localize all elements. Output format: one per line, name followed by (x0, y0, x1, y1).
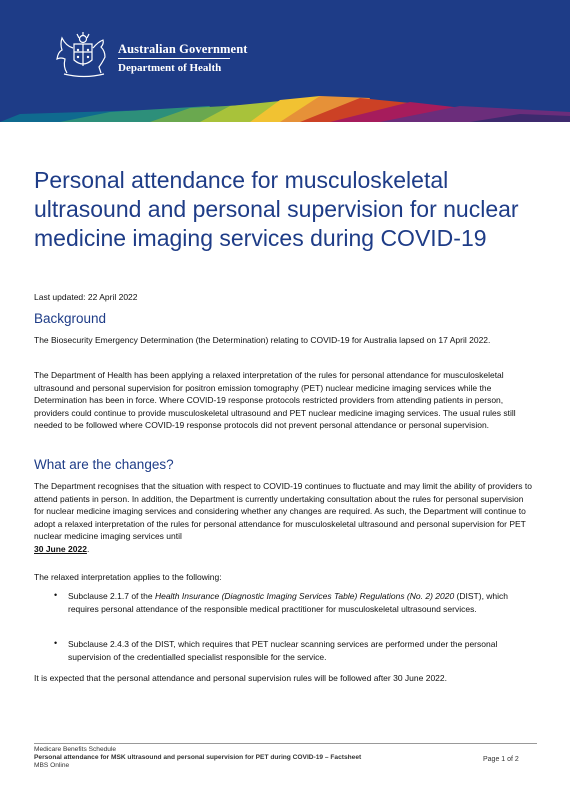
list-item-text: Subclause 2.4.3 of the DIST, which requires that PET nuclear scanning services are performed under the personal supervision of the credentialled specialist responsible for the service. (68, 639, 498, 662)
page-title: Personal attendance for musculoskeletal ultrasound and personal supervision for nuclear medicine imaging services during COVID-19 (34, 167, 519, 251)
footer-source: MBS Online (34, 762, 70, 769)
changes-paragraph-3: It is expected that the personal attendance and personal supervision rules will be followed after 30 June 2022. (34, 673, 447, 683)
footer-document-title: Personal attendance for MSK ultrasound and personal supervision for PET during COVID-19 – Factsheet (34, 754, 362, 761)
page-number: Page 1 of 2 (483, 756, 519, 763)
changes-paragraph-1-text: The Department recognises that the situation with respect to COVID-19 continues to fluctuate and may limit the ability of providers to attend patients in person. In addition, the Department is currently undertaking consultation about the rules for personal supervision for nuclear medicine imaging services and considering whether any changes are required. As such, the Department will continue to adopt a relaxed interpretation of the rules for personal attendance for musculoskeletal ultrasound and personal supervision for PET nuclear medicine imaging services until (34, 481, 532, 542)
background-paragraph-2: The Department of Health has been applying a relaxed interpretation of the rules for personal attendance for musculoskeletal ultrasound and personal supervision for positron emission tomography (PET) nuclear medicine imaging services while the Determination has been in force. Where COVID-19 response protocols restricted providers from attending patients in person, providers could continue to provide musculoskeletal ultrasound and PET nuclear medicine imaging services. The usual rules still needed to be followed where COVID-19 response protocols did not prevent personal attendance or personal supervision. (34, 370, 516, 431)
last-updated: Last updated: 22 April 2022 (34, 292, 138, 302)
list-item-text-end: (DIST), which requires personal attendance of the responsible medical practitioner for musculoskeletal ultrasound services. (68, 591, 509, 614)
header-banner (0, 0, 570, 122)
bullet-icon: • (54, 590, 58, 600)
list-item-text: Subclause 2.1.7 of the (68, 591, 155, 601)
changes-paragraph-1-end: . (86, 543, 90, 554)
department-name: Department of Health (118, 62, 222, 74)
bullet-icon: • (54, 638, 58, 648)
background-paragraph-1: The Biosecurity Emergency Determination (the Determination) relating to COVID-19 for Australia lapsed on 17 April 2022. (34, 335, 491, 345)
rainbow-ribbon (0, 96, 570, 122)
header-divider (118, 58, 230, 59)
regulation-title: Health Insurance (Diagnostic Imaging Services Table) Regulations (No. 2) 2020 (154, 591, 455, 601)
coat-of-arms-icon (52, 30, 114, 80)
footer-publication: Medicare Benefits Schedule (34, 746, 117, 753)
deadline-date: 30 June 2022 (34, 543, 87, 554)
heading-background: Background (34, 311, 107, 326)
changes-paragraph-1 (34, 480, 534, 556)
list-item (68, 638, 536, 663)
government-name: Australian Government (118, 42, 248, 56)
heading-changes: What are the changes? (34, 457, 174, 472)
list-item (68, 590, 536, 615)
footer-divider (34, 743, 537, 744)
changes-paragraph-2: The relaxed interpretation applies to the following: (34, 572, 222, 582)
